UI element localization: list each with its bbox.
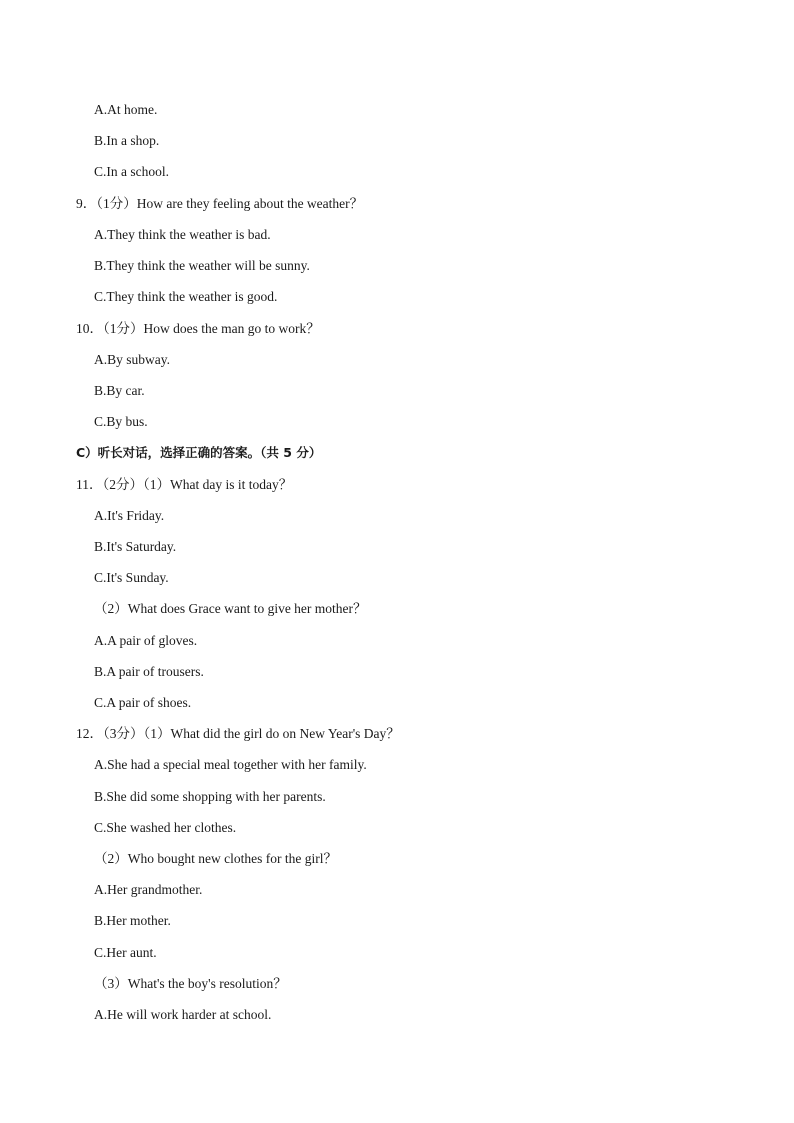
option-a: A.By subway. xyxy=(94,352,170,367)
sub-question-3: （3）What's the boy's resolution？ xyxy=(94,976,287,991)
option-a: A.He will work harder at school. xyxy=(94,1007,272,1022)
option-c: C.It's Sunday. xyxy=(94,570,169,585)
option-a: A.At home. xyxy=(94,102,158,117)
option-a: A.They think the weather is bad. xyxy=(94,227,271,242)
option-a: A.It's Friday. xyxy=(94,508,165,523)
option-a: A.Her grandmother. xyxy=(94,882,203,897)
option-b: B.A pair of trousers. xyxy=(94,664,204,679)
option-c: C.A pair of shoes. xyxy=(94,695,192,710)
sub-question-2: （2）What does Grace want to give her mother？ xyxy=(94,601,367,616)
option-b: B.She did some shopping with her parents. xyxy=(94,789,326,804)
question-10: 10．（1分）How does the man go to work？ xyxy=(76,321,320,336)
section-heading-c: C）听长对话，选择正确的答案。（共 5 分） xyxy=(76,445,322,460)
sub-question-2: （2）Who bought new clothes for the girl？ xyxy=(94,851,337,866)
question-9: 9．（1分）How are they feeling about the weather？ xyxy=(76,196,364,211)
option-c: C.In a school. xyxy=(94,164,169,179)
option-b: B.By car. xyxy=(94,383,145,398)
option-b: B.Her mother. xyxy=(94,913,171,928)
option-c: C.She washed her clothes. xyxy=(94,820,237,835)
option-a: A.She had a special meal together with her family. xyxy=(94,757,367,772)
option-b: B.In a shop. xyxy=(94,133,160,148)
question-12: 12．（3分）（1）What did the girl do on New Year's Day？ xyxy=(76,726,400,741)
option-b: B.It's Saturday. xyxy=(94,539,177,554)
option-c: C.They think the weather is good. xyxy=(94,289,278,304)
option-c: C.By bus. xyxy=(94,414,148,429)
option-b: B.They think the weather will be sunny. xyxy=(94,258,310,273)
option-a: A.A pair of gloves. xyxy=(94,633,198,648)
option-c: C.Her aunt. xyxy=(94,945,157,960)
question-11: 11．（2分）（1）What day is it today？ xyxy=(76,477,293,492)
